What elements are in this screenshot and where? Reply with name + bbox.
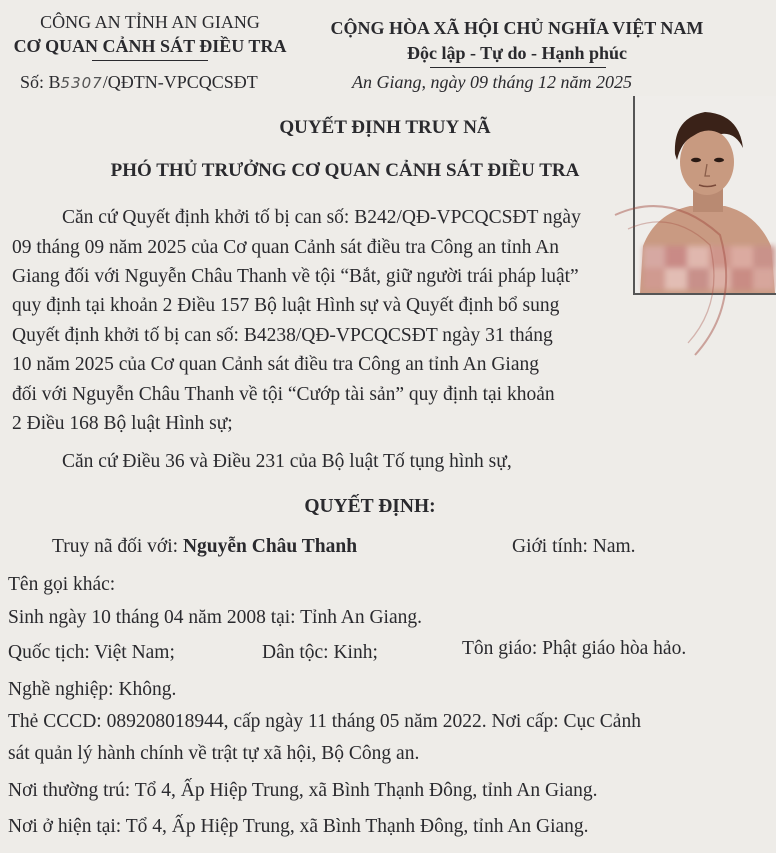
basis-line: Giang đối với Nguyễn Châu Thanh về tội “Bắt, giữ người trái pháp luật” (12, 266, 579, 287)
id-card-line: Thẻ CCCD: 089208018944, cấp ngày 11 tháng 05 năm 2022. Nơi cấp: Cục Cảnh (8, 711, 641, 732)
handwritten-number: 5307 (60, 74, 103, 92)
basis-line: đối với Nguyễn Châu Thanh về tội “Cướp tài sản” quy định tại khoản (12, 384, 555, 405)
place-date: An Giang, ngày 09 tháng 12 năm 2025 (352, 72, 632, 92)
motto-underline (430, 67, 606, 68)
occupation: Nghề nghiệp: Không. (8, 679, 177, 700)
basis-line: 2 Điều 168 Bộ luật Hình sự; (12, 413, 233, 434)
wanted-label: Truy nã đối với: (52, 536, 179, 557)
country-motto: Độc lập - Tự do - Hạnh phúc (406, 43, 628, 63)
id-card-line: sát quản lý hành chính về trật tự xã hội, Bộ Công an. (8, 743, 420, 764)
document-subtitle: PHÓ THỦ TRƯỞNG CƠ QUAN CẢNH SÁT ĐIỀU TRA (110, 160, 580, 181)
permanent-address: Nơi thường trú: Tổ 4, Ấp Hiệp Trung, xã Bình Thạnh Đông, tỉnh An Giang. (8, 780, 598, 801)
basis-line: quy định tại khoản 2 Điều 157 Bộ luật Hình sự và Quyết định bổ sung (12, 295, 560, 316)
religion: Tôn giáo: Phật giáo hòa hảo. (462, 638, 687, 659)
decision-heading: QUYẾT ĐỊNH: (304, 496, 436, 517)
agency-underline (92, 60, 208, 61)
ethnicity: Dân tộc: Kinh; (262, 642, 378, 663)
gender: Giới tính: Nam. (512, 536, 636, 557)
current-address: Nơi ở hiện tại: Tổ 4, Ấp Hiệp Trung, xã Bình Thạnh Đông, tỉnh An Giang. (8, 816, 589, 837)
agency-department: CƠ QUAN CẢNH SÁT ĐIỀU TRA (13, 36, 287, 56)
official-stamp (600, 195, 730, 365)
wanted-line (52, 536, 357, 558)
nationality: Quốc tịch: Việt Nam; (8, 642, 175, 663)
basis-procedure: Căn cứ Điều 36 và Điều 231 của Bộ luật Tố tụng hình sự, (62, 451, 512, 472)
birth-info: Sinh ngày 10 tháng 04 năm 2008 tại: Tỉnh An Giang. (8, 607, 422, 628)
basis-line: 09 tháng 09 năm 2025 của Cơ quan Cảnh sát điều tra Công an tỉnh An (12, 237, 560, 258)
basis-line: Căn cứ Quyết định khởi tố bị can số: B242/QĐ-VPCQCSĐT ngày (62, 207, 581, 228)
document-number: Số: B5307/QĐTN-VPCQCSĐT (20, 72, 258, 92)
wanted-name: Nguyễn Châu Thanh (182, 536, 358, 557)
agency-name: CÔNG AN TỈNH AN GIANG (40, 12, 260, 32)
alias: Tên gọi khác: (8, 574, 116, 595)
basis-line: Quyết định khởi tố bị can số: B4238/QĐ-VPCQCSĐT ngày 31 tháng (12, 325, 553, 346)
country-name: CỘNG HÒA XÃ HỘI CHỦ NGHĨA VIỆT NAM (330, 18, 704, 38)
document-title: QUYẾT ĐỊNH TRUY NÃ (279, 117, 491, 138)
basis-line: 10 năm 2025 của Cơ quan Cảnh sát điều tra Công an tỉnh An Giang (12, 354, 539, 375)
